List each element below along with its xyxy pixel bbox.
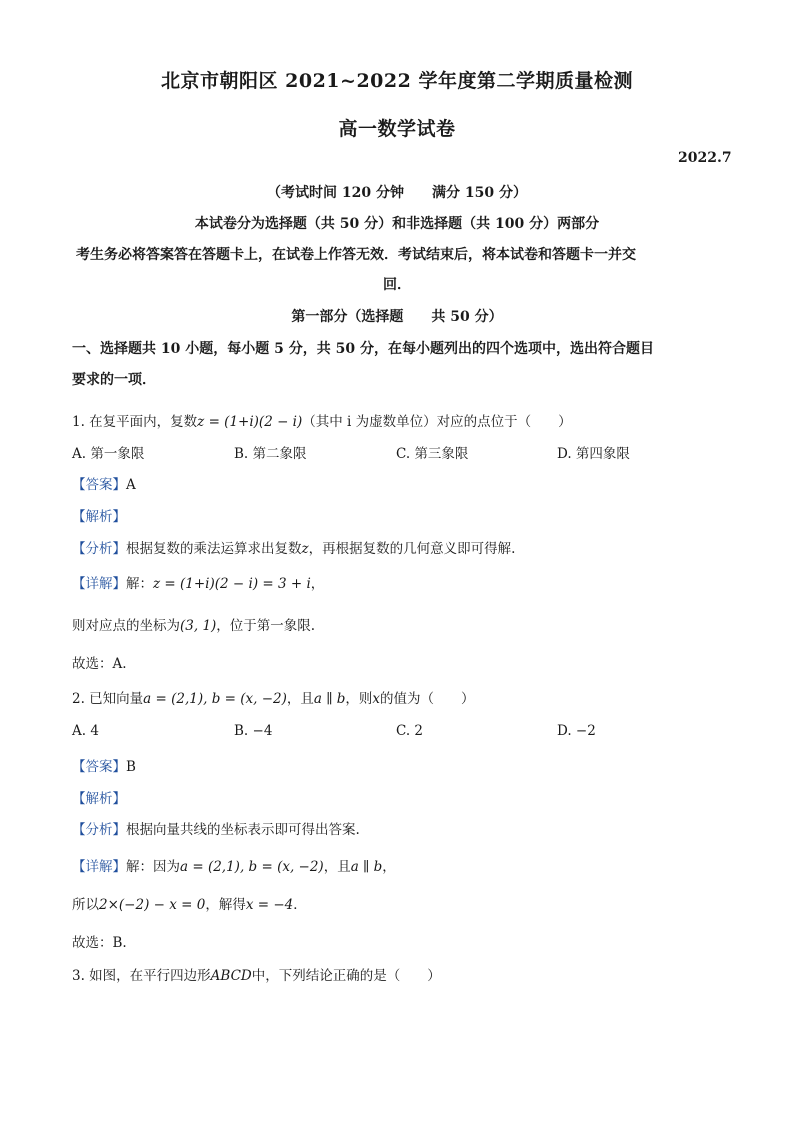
q2-conclusion: 故选：B.	[72, 935, 127, 951]
q1-fenxi	[72, 537, 515, 557]
q2-detail-text: 解：因为	[126, 859, 180, 875]
q2-stem-formula-2: a ∥ b	[313, 691, 346, 707]
q1-option-a: A. 第一象限	[72, 446, 145, 462]
page-title: 北京市朝阳区 2021~2022 学年度第二学期质量检测	[161, 70, 633, 92]
q1-point-text-end: ，位于第一象限.	[216, 618, 316, 634]
q1-fenxi-formula: z	[301, 541, 309, 557]
q1-answer-tag: 【答案】	[72, 477, 126, 493]
q1-detail-formula: z = (1+i)(2 − i) = 3 + i	[153, 576, 311, 592]
exam-date: 2022.7	[678, 150, 732, 166]
q1-stem-formula: z = (1+i)(2 − i)	[197, 414, 303, 430]
q3-stem-formula: ABCD	[210, 968, 252, 984]
q1-detail-text: 解：	[126, 576, 153, 592]
question-3-stem	[72, 964, 441, 984]
q2-detail-text-end: ，	[382, 859, 396, 875]
question-2-stem	[72, 687, 475, 707]
q2-stem-text-3: ，则	[345, 691, 373, 707]
q2-option-b: B. −4	[234, 723, 273, 739]
q2-solve-text: 所以	[72, 897, 99, 913]
question-1-stem	[72, 410, 572, 430]
q3-stem-text-end: 中，下列结论正确的是（ ）	[251, 968, 441, 984]
q1-option-b: B. 第二象限	[234, 446, 307, 462]
q2-answer	[72, 755, 136, 775]
q2-answer-value: B	[126, 759, 136, 775]
q2-option-c: C. 2	[396, 723, 424, 739]
q2-fenxi-tag: 【分析】	[72, 822, 126, 838]
q1-fenxi-text-end: ，再根据复数的几何意义即可得解.	[308, 541, 516, 557]
exam-info: （考试时间 120 分钟 满分 150 分）	[267, 185, 527, 201]
part1-instruction-line-1: 一、选择题共 10 小题，每小题 5 分，共 50 分，在每小题列出的四个选项中，选出符合题目	[72, 341, 654, 357]
q2-option-d: D. −2	[557, 723, 596, 739]
q2-detail-formula: a = (2,1), b = (x, −2)	[180, 859, 324, 875]
q1-analysis-tag: 【解析】	[72, 509, 126, 525]
part1-title: 第一部分（选择题 共 50 分）	[291, 309, 503, 325]
q2-solve-text-end: ．	[293, 897, 307, 913]
q2-stem-text-2: ，且	[286, 691, 314, 707]
q2-fenxi	[72, 818, 360, 838]
q2-solve	[72, 893, 307, 913]
notice-line-1: 考生务必将答案答在答题卡上，在试卷上作答无效．考试结束后，将本试卷和答题卡一并交	[76, 247, 636, 263]
q1-detail	[72, 572, 324, 592]
q2-analysis-tag: 【解析】	[72, 791, 126, 807]
q1-fenxi-tag: 【分析】	[72, 541, 126, 557]
q2-fenxi-text: 根据向量共线的坐标表示即可得出答案.	[126, 822, 360, 838]
q2-detail-tag: 【详解】	[72, 859, 126, 875]
q1-answer-value: A	[126, 477, 136, 493]
q1-point	[72, 614, 315, 634]
sections-info: 本试卷分为选择题（共 50 分）和非选择题（共 100 分）两部分	[194, 216, 600, 232]
q2-option-a: A. 4	[72, 723, 99, 739]
q1-conclusion: 故选：A.	[72, 656, 127, 672]
q2-answer-tag: 【答案】	[72, 759, 126, 775]
q2-solve-text-2: ，解得	[205, 897, 246, 913]
q1-answer	[72, 473, 136, 493]
q2-stem-formula: a = (2,1), b = (x, −2)	[143, 691, 287, 707]
q1-option-c: C. 第三象限	[396, 446, 469, 462]
q1-detail-tag: 【详解】	[72, 576, 126, 592]
q2-detail	[72, 855, 396, 875]
q2-stem-formula-3: x	[372, 691, 381, 707]
q1-stem-text: 1. 在复平面内，复数	[72, 414, 198, 430]
q1-option-d: D. 第四象限	[557, 446, 630, 462]
q2-solve-formula-2: x = −4	[245, 897, 294, 913]
q1-point-formula: (3, 1)	[180, 618, 217, 634]
notice-line-2: 回．	[383, 277, 411, 293]
q2-stem-text: 2. 已知向量	[72, 691, 144, 707]
page-subtitle: 高一数学试卷	[338, 118, 456, 140]
q2-solve-formula: 2×(−2) − x = 0	[99, 897, 206, 913]
q1-stem-text-end: （其中 i 为虚数单位）对应的点位于（ ）	[302, 414, 572, 430]
q1-point-text: 则对应点的坐标为	[72, 618, 180, 634]
q2-stem-text-end: 的值为（ ）	[380, 691, 475, 707]
q1-fenxi-text: 根据复数的乘法运算求出复数	[126, 541, 302, 557]
q1-detail-text-end: ，	[310, 576, 325, 592]
q2-detail-text-2: ，且	[323, 859, 351, 875]
q3-stem-text: 3. 如图，在平行四边形	[72, 968, 211, 984]
q2-detail-formula-2: a ∥ b	[350, 859, 383, 875]
part1-instruction-line-2: 要求的一项．	[72, 372, 156, 388]
